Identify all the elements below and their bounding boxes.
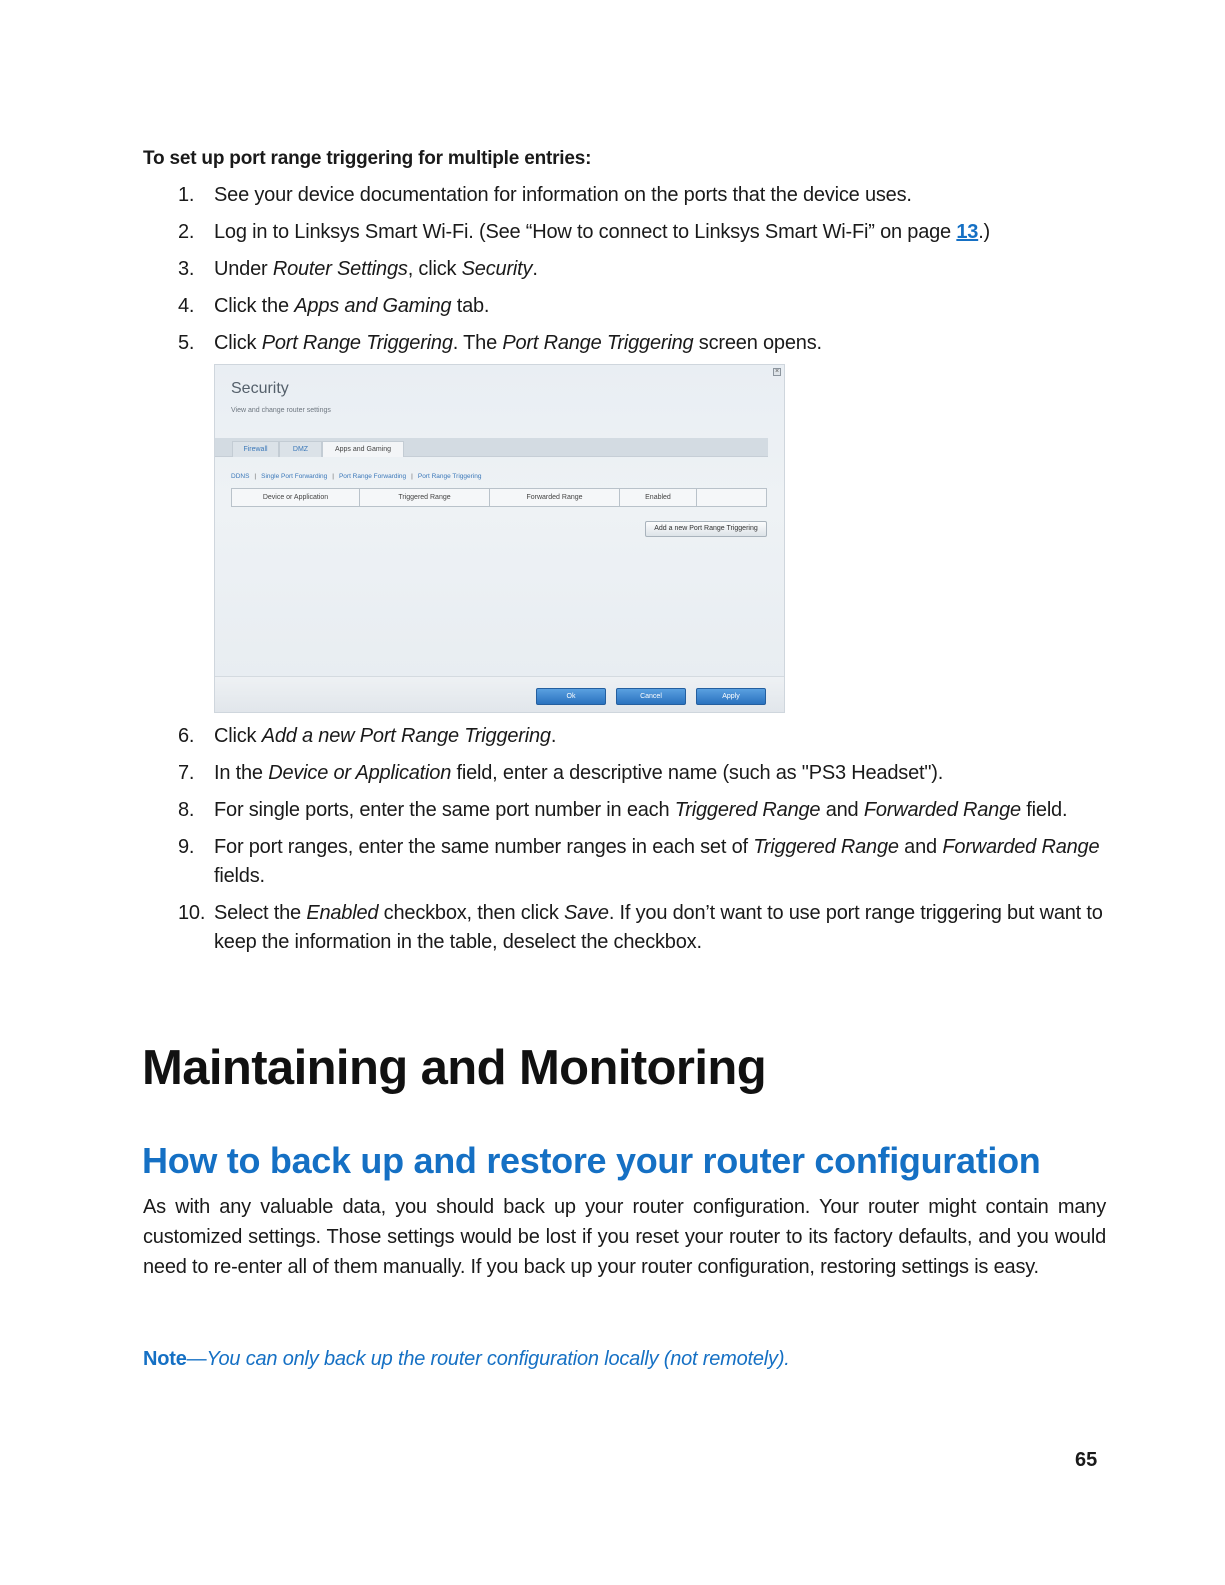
step-text: Under: [214, 258, 273, 280]
ok-button[interactable]: Ok: [536, 688, 606, 705]
step-text: For single ports, enter the same port number in each: [214, 799, 675, 821]
step-number: 1.: [178, 184, 195, 206]
step-text-end: screen opens.: [693, 332, 822, 354]
step-text: . The: [452, 332, 503, 354]
step-emphasis: Triggered Range: [753, 836, 899, 858]
security-screen-screenshot: [214, 364, 785, 713]
chapter-heading: Maintaining and Monitoring: [142, 1041, 767, 1095]
page-number: 65: [1075, 1449, 1098, 1471]
column-actions: [697, 489, 766, 506]
step-number: 7.: [178, 762, 195, 784]
step-6: [143, 722, 1108, 751]
triggering-table-header: [231, 488, 767, 507]
sub-nav-links: [231, 473, 481, 480]
step-3: [143, 255, 1108, 284]
close-icon[interactable]: ×: [774, 368, 780, 375]
add-port-range-triggering-button[interactable]: Add a new Port Range Triggering: [645, 521, 767, 537]
step-text: See your device documentation for information on the ports that the device uses.: [214, 184, 912, 206]
step-number: 6.: [178, 725, 195, 747]
step-number: 2.: [178, 221, 195, 243]
link-port-range-triggering[interactable]: Port Range Triggering: [417, 473, 482, 480]
step-emphasis: Device or Application: [268, 762, 452, 784]
link-single-port-forwarding[interactable]: Single Port Forwarding: [261, 473, 328, 480]
step-text: and: [820, 799, 864, 821]
step-text: and: [898, 836, 943, 858]
step-1: [143, 181, 1108, 210]
note-label: Note: [143, 1348, 187, 1370]
cancel-button[interactable]: Cancel: [616, 688, 686, 705]
column-device-or-application: Device or Application: [232, 489, 360, 506]
step-text: Click: [214, 332, 262, 354]
column-enabled: Enabled: [620, 489, 697, 506]
link-separator: |: [411, 473, 413, 480]
step-emphasis: Forwarded Range: [942, 836, 1100, 858]
step-emphasis: Enabled: [306, 902, 379, 924]
step-emphasis: Router Settings: [272, 258, 408, 280]
step-10: [143, 899, 1108, 957]
step-9: [143, 833, 1108, 891]
link-separator: |: [332, 473, 334, 480]
step-7: [143, 759, 1108, 788]
page-reference-link[interactable]: 13: [956, 221, 979, 243]
step-2: [143, 218, 1108, 247]
tab-apps-and-gaming[interactable]: Apps and Gaming: [322, 441, 404, 457]
step-text: , click: [407, 258, 462, 280]
step-number: 5.: [178, 332, 195, 354]
step-emphasis: Add a new Port Range Triggering: [261, 725, 551, 747]
link-port-range-forwarding[interactable]: Port Range Forwarding: [338, 473, 407, 480]
step-emphasis: Security: [461, 258, 533, 280]
step-text: Click: [214, 725, 262, 747]
screen-subtitle: View and change router settings: [231, 407, 331, 414]
step-text-end: .: [550, 725, 557, 747]
note-text: You can only back up the router configuration locally (not remotely).: [206, 1348, 790, 1370]
step-text-end: fields.: [214, 865, 265, 887]
step-number: 8.: [178, 799, 195, 821]
apply-button[interactable]: Apply: [696, 688, 766, 705]
step-number: 10.: [178, 902, 206, 924]
steps-list-a: [143, 181, 1108, 366]
step-emphasis: Port Range Triggering: [261, 332, 453, 354]
step-text: checkbox, then click: [378, 902, 565, 924]
step-emphasis: Triggered Range: [674, 799, 821, 821]
step-text: Click the: [214, 295, 295, 317]
note-dash: —: [186, 1348, 207, 1370]
step-8: [143, 796, 1108, 825]
step-text-end: tab.: [451, 295, 490, 317]
step-text-end: .: [532, 258, 538, 280]
column-triggered-range: Triggered Range: [360, 489, 490, 506]
tab-firewall[interactable]: Firewall: [232, 441, 279, 457]
step-text-end: .): [978, 221, 991, 243]
link-ddns[interactable]: DDNS: [231, 473, 250, 480]
step-text: In the: [214, 762, 269, 784]
note: [143, 1348, 790, 1371]
step-text-end: field, enter a descriptive name (such as "PS3 Headset").: [451, 762, 944, 784]
step-number: 4.: [178, 295, 195, 317]
steps-list-b: [143, 722, 1108, 965]
link-separator: |: [254, 473, 257, 480]
step-number: 9.: [178, 836, 195, 858]
step-4: [143, 292, 1108, 321]
step-text-end: field.: [1020, 799, 1068, 821]
step-5: [143, 329, 1108, 358]
step-text-end: . If you don’t want to use port range triggering but want to keep the information in the table, deselect the checkbox.: [214, 902, 1103, 953]
step-number: 3.: [178, 258, 195, 280]
section-heading: How to back up and restore your router configuration: [142, 1140, 1041, 1181]
tab-bar: [215, 438, 768, 457]
step-emphasis: Forwarded Range: [863, 799, 1021, 821]
step-text: For port ranges, enter the same number ranges in each set of: [214, 836, 754, 858]
step-emphasis: Save: [564, 902, 609, 924]
step-text: Log in to Linksys Smart Wi-Fi. (See “How to connect to Linksys Smart Wi-Fi” on page: [214, 221, 957, 243]
step-emphasis: Port Range Triggering: [502, 332, 694, 354]
tab-dmz[interactable]: DMZ: [279, 441, 322, 457]
step-text: Select the: [214, 902, 307, 924]
screen-title: Security: [231, 380, 289, 397]
column-forwarded-range: Forwarded Range: [490, 489, 620, 506]
body-paragraph: As with any valuable data, you should back up your router configuration. Your router might contain many customized settings. Those settings would be lost if you reset your router to its factory defaults, and you would need to re-enter all of them manually. If you back up your router configuration, restoring settings is easy.: [143, 1196, 1106, 1278]
section-intro: To set up port range triggering for multiple entries:: [143, 148, 592, 169]
step-emphasis: Apps and Gaming: [294, 295, 452, 317]
